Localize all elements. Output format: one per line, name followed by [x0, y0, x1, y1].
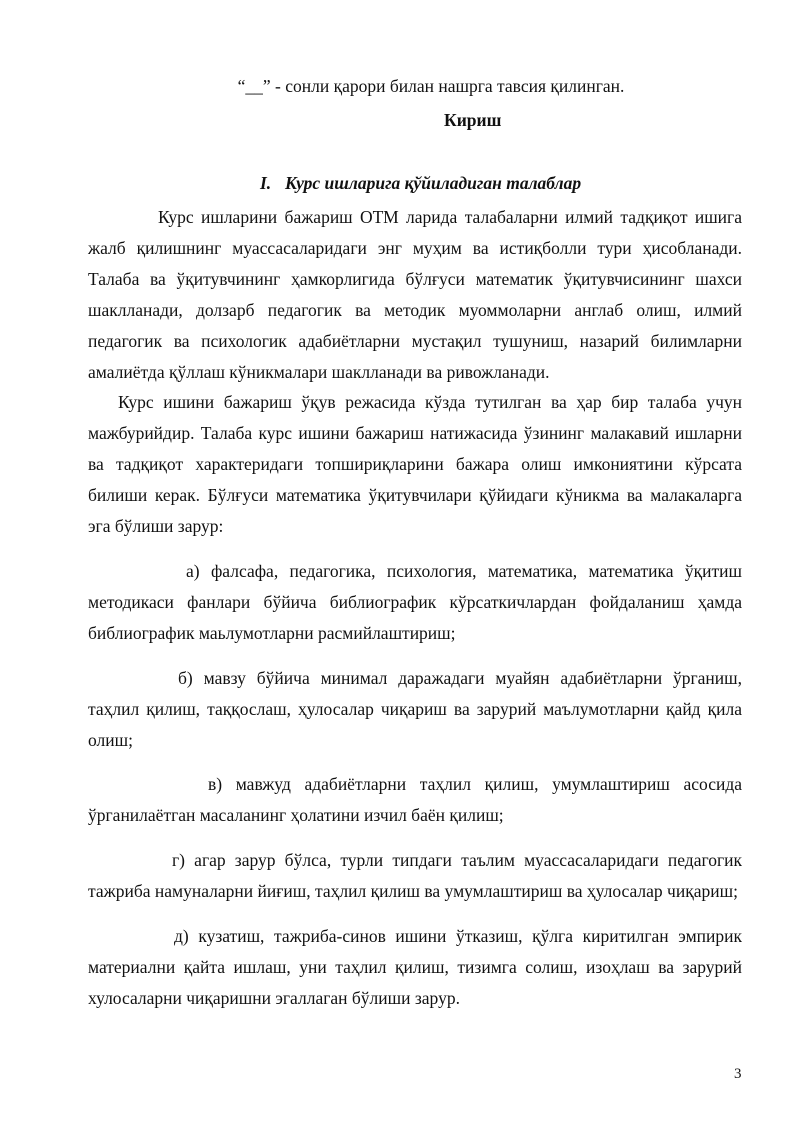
paragraph-course-work-mandatory: Курс ишини бажариш ўқув режасида кўзда тутилган ва ҳар бир талаба учун мажбурийдир. Талаба курс ишини бажариш натижасида ўзининг малакавий ишларни ва тадқиқот характеридаги топшириқларини бажара олиш имкониятини кўрсата билиши керак. Бўлғуси математика ўқитувчилари қўйидаги кўникма ва малакаларга эга бўлиши зарур:	[88, 392, 742, 537]
paragraph-course-work-importance: Курс ишларини бажариш ОТМ ларида талабаларни илмий тадқиқот ишига жалб қилишнинг муассасаларидаги энг муҳим ва истиқболли тури ҳисобланади. Талаба ва ўқитувчининг ҳамкорлигида бўлғуси математик ўқитувчисининг шахси шаклланади, долзарб педагогик ва методик муоммоларни англаб олиш, илмий педагогик ва психологик адабиётларни мустақил тушуниш, назарий билимларни амалиётда қўллаш кўникмалари шаклланади ва ривожланади.	[88, 207, 742, 382]
section-heading	[260, 173, 581, 194]
body-text	[88, 202, 742, 1014]
page-number: 3	[734, 1066, 742, 1082]
list-item-a: а) фалсафа, педагогика, психология, математика, математика ўқитиш методикаси фанлари бўйича библиографик кўрсаткичлардан фойдаланиш ҳамда библиографик маьлумотларни расмийлаштириш;	[88, 560, 742, 643]
list-item-d: д) кузатиш, тажриба-синов ишини ўтказиш, қўлга киритилган эмпирик материални қайта ишлаш, уни таҳлил қилиш, тизимга солиш, изоҳлаш ва зарурий хулосаларни чиқаришни эгаллаган бўлиши зарур.	[88, 926, 742, 1008]
intro-heading: Кириш	[444, 110, 502, 130]
list-item-v: в) мавжуд адабиётларни таҳлил қилиш, умумлаштириш асосида ўрганилаётган масаланинг ҳолатини изчил баён қилиш;	[88, 774, 742, 826]
approval-note: “__” - сонли қарори билан нашрга тавсия қилинган.	[237, 76, 625, 96]
list-item-g: г) агар зарур бўлса, турли типдаги таълим муассасаларидаги педагогик тажриба намуналарни йиғиш, таҳлил қилиш ва умумлаштириш ва ҳулосалар чиқариш;	[88, 850, 742, 902]
section-title: Курс ишларига қўйиладиган талаблар	[285, 173, 582, 193]
list-item-b: б) мавзу бўйича минимал даражадаги муайян адабиётларни ўрганиш, таҳлил қилиш, таққослаш, ҳулосалар чиқариш ва зарурий маълумотларни қайд қила олиш;	[88, 667, 742, 750]
section-number: I.	[260, 173, 272, 193]
